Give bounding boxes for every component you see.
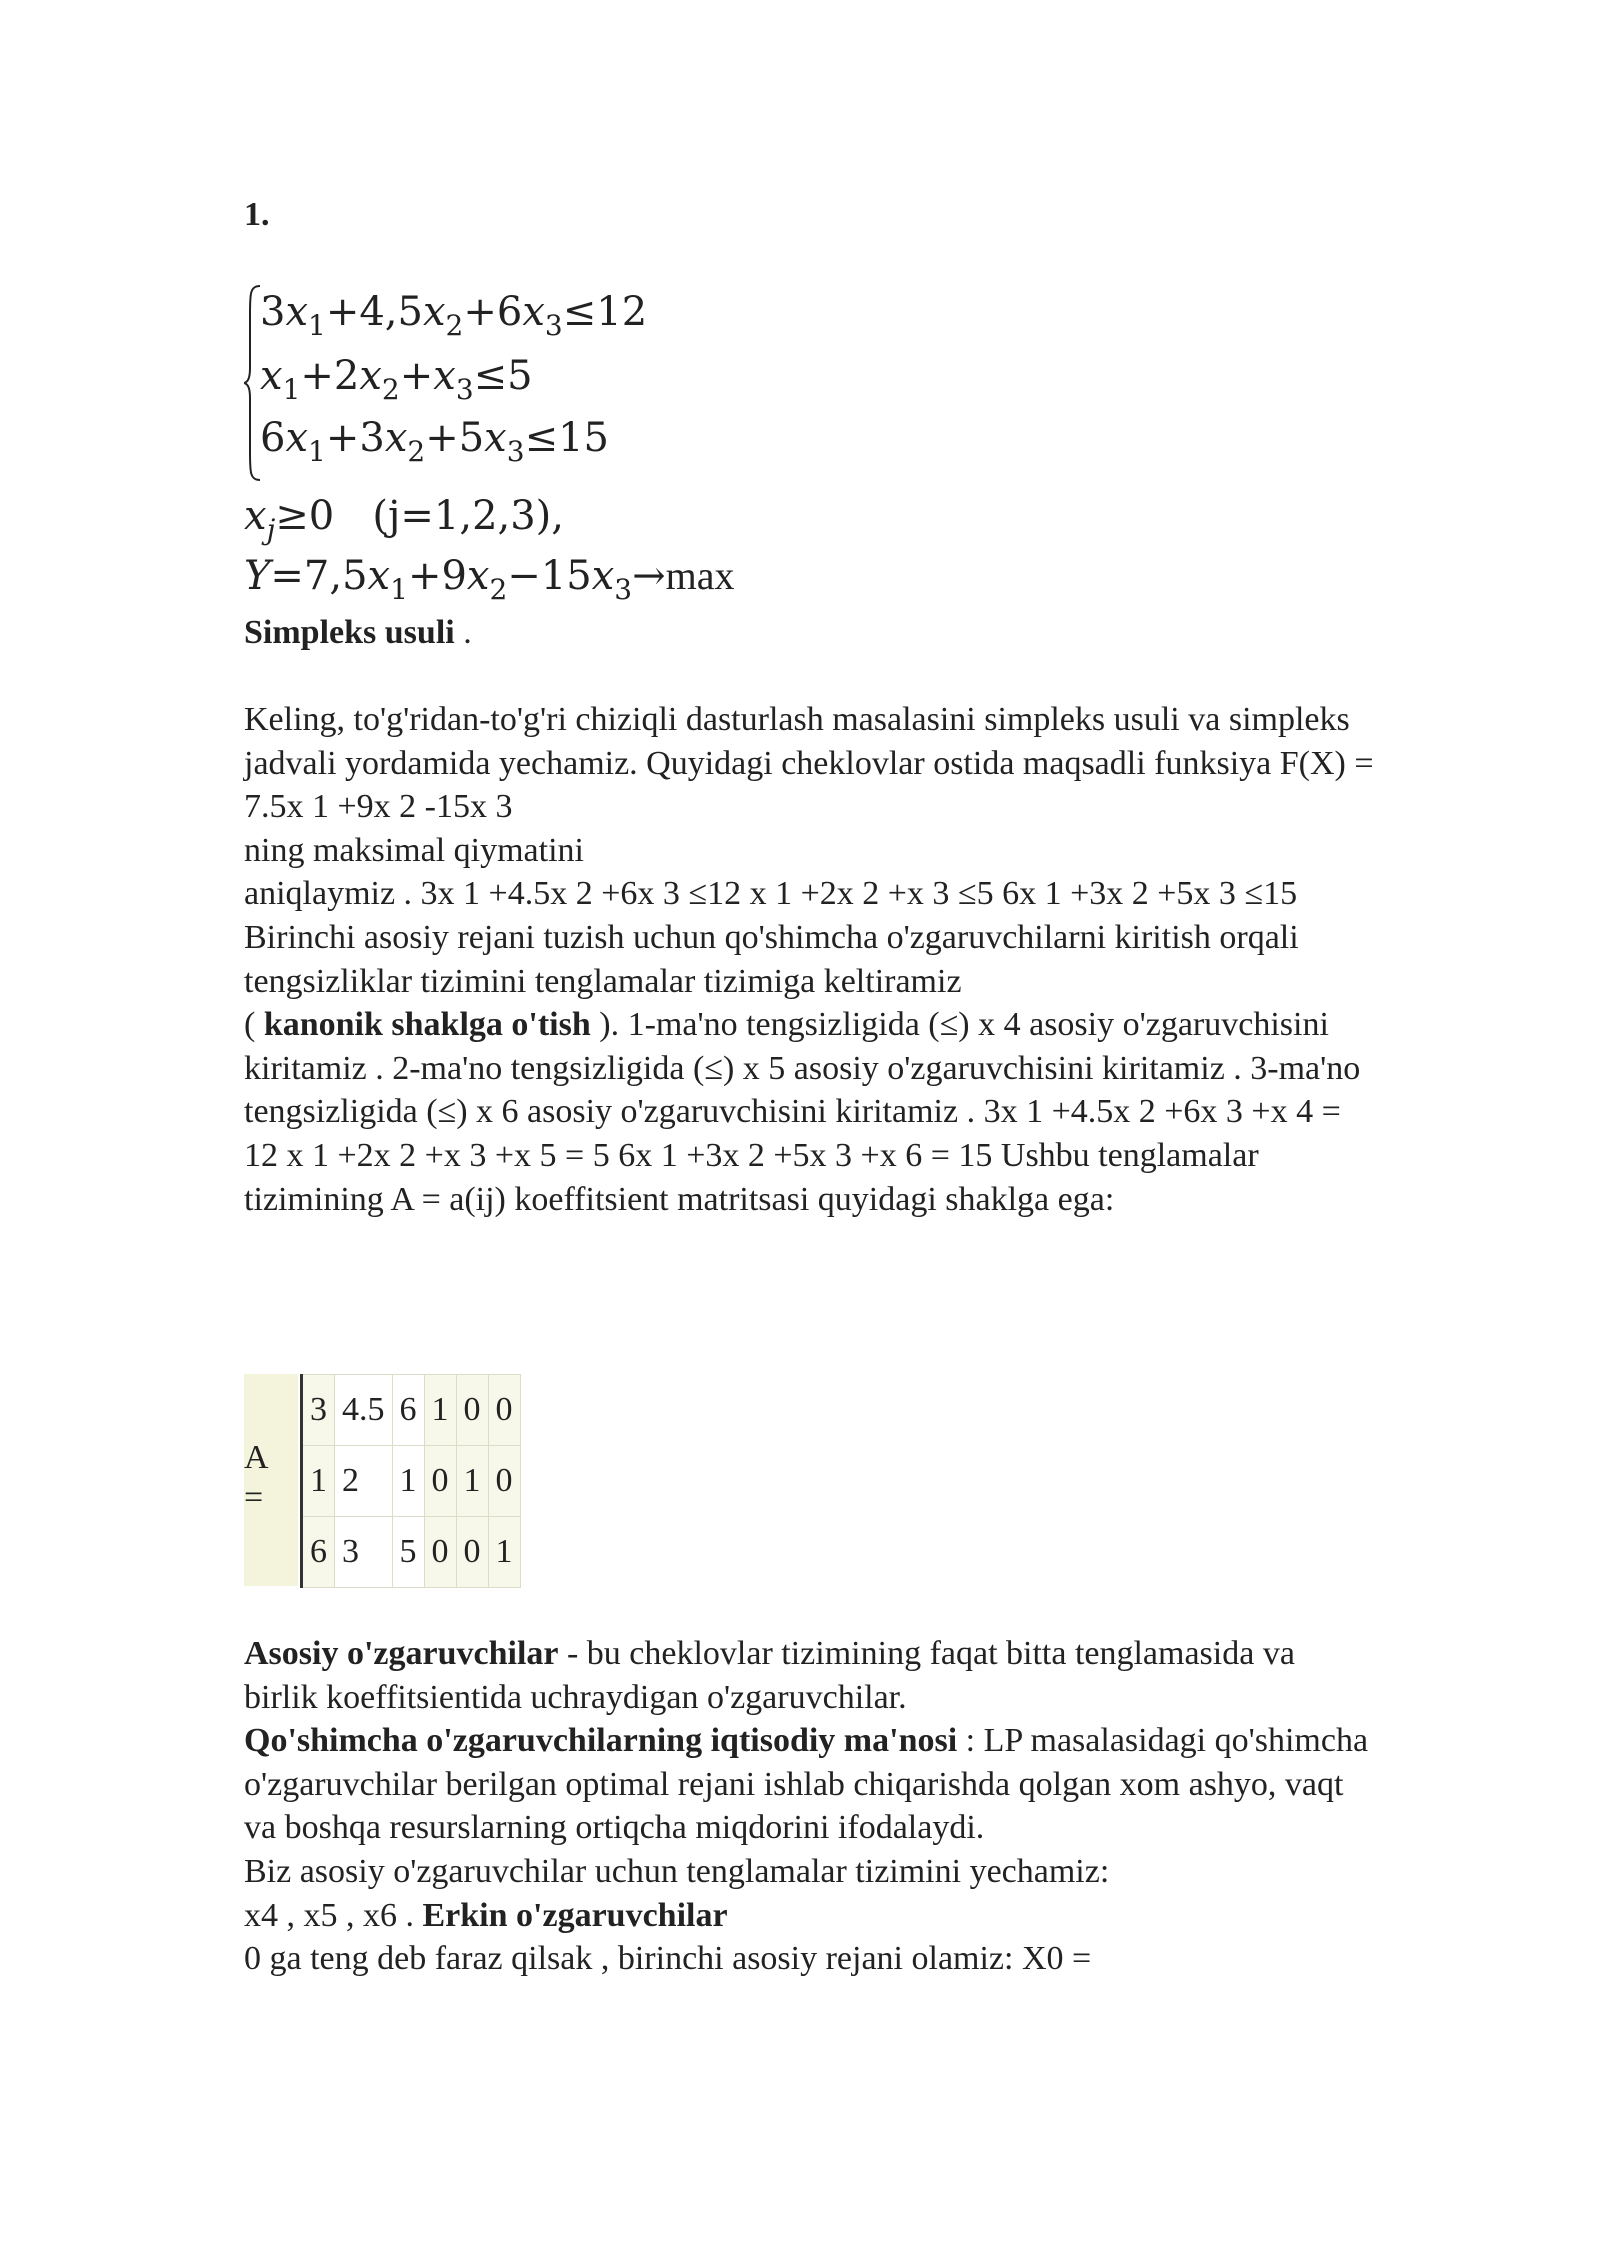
matrix-cell: 1 bbox=[488, 1517, 520, 1588]
constraint-3: $6x_1+3x_2+5x_3\le 15$ bbox=[260, 415, 609, 468]
matrix-cell: 1 bbox=[424, 1375, 456, 1446]
objective-function: $Y=7,5x_1+9x_2-15x_3\to\max$ bbox=[244, 553, 735, 606]
method-title: Simpleks usuli . bbox=[244, 614, 472, 651]
matrix-cell: 6 bbox=[302, 1517, 335, 1588]
matrix-label: A = bbox=[244, 1374, 298, 1586]
matrix-row bbox=[302, 1517, 521, 1588]
matrix-cell: 1 bbox=[302, 1446, 335, 1517]
matrix-cell: 1 bbox=[456, 1446, 488, 1517]
constraint-2: $x_1+2x_2+x_3\le 5$ bbox=[260, 353, 533, 406]
matrix-cell: 0 bbox=[456, 1375, 488, 1446]
matrix-row bbox=[302, 1446, 521, 1517]
intro-paragraph: Keling, to'g'ridan-to'g'ri chiziqli dasturlash masalasini simpleks usuli va simpleks jadvali yordamida yechamiz. Quyidagi cheklovlar ostida maqsadli funksiya F(X) = 7.5x 1 +9x 2 -15x 3 ning maksimal qiymatini aniqlaymiz . 3x 1 +4.5x 2 +6x 3 ≤12 x 1 +2x 2 +x 3 ≤5 6x 1 +3x 2 +5x 3 ≤15 Birinchi asosiy rejani tuzish uchun qo'shimcha o'zgaruvchilarni kiritish orqali tengsizliklar tizimini tenglamalar tizimiga keltiramiz ( kanonik shaklga o'tish ). 1-ma'no tengsizligida (≤) x 4 asosiy o'zgaruvchisini kiritamiz . 2-ma'no tengsizligida (≤) x 5 asosiy o'zgaruvchisini kiritamiz . 3-ma'no tengsizligida (≤) x 6 asosiy o'zgaruvchisini kiritamiz . 3x 1 +4.5x 2 +6x 3 +x 4 = 12 x 1 +2x 2 +x 3 +x 5 = 5 6x 1 +3x 2 +5x 3 +x 6 = 15 Ushbu tenglamalar tizimining A = a(ij) koeffitsient matritsasi quyidagi shaklga ega: bbox=[244, 701, 1374, 1218]
matrix-cell: 3 bbox=[302, 1375, 335, 1446]
matrix-row bbox=[302, 1375, 521, 1446]
matrix-cell: 4.5 bbox=[335, 1375, 393, 1446]
matrix-cell: 1 bbox=[392, 1446, 424, 1517]
matrix-cell: 0 bbox=[488, 1375, 520, 1446]
matrix-cell: 6 bbox=[392, 1375, 424, 1446]
matrix-cell: 3 bbox=[335, 1517, 393, 1588]
nonnegativity-condition: $x_j\ge 0$ (j=1,2,3), bbox=[244, 493, 564, 546]
matrix-cell: 0 bbox=[424, 1446, 456, 1517]
matrix-cell: 0 bbox=[424, 1517, 456, 1588]
matrix-cell: 0 bbox=[456, 1517, 488, 1588]
section-number: 1. bbox=[244, 196, 270, 233]
arrow-icon: → bbox=[632, 553, 666, 599]
matrix-table bbox=[300, 1374, 521, 1588]
basic-variables-paragraph: Asosiy o'zgaruvchilar - bu cheklovlar tizimining faqat bitta tenglamasida va birlik koeffitsientida uchraydigan o'zgaruvchilar. Qo'shimcha o'zgaruvchilarning iqtisodiy ma'nosi : LP masalasidagi qo'shimcha o'zgaruvchilar berilgan optimal rejani ishlab chiqarishda qolgan xom ashyo, vaqt va boshqa resurslarning ortiqcha miqdorini ifodalaydi. Biz asosiy o'zgaruvchilar uchun tenglamalar tizimini yechamiz: x4 , x5 , x6 . Erkin o'zgaruvchilar 0 ga teng deb faraz qilsak , birinchi asosiy rejani olamiz: X0 = bbox=[244, 1635, 1369, 1978]
matrix-cell: 5 bbox=[392, 1517, 424, 1588]
constraint-1: $3x_1+4,5x_2+6x_3\le 12$ bbox=[260, 289, 648, 342]
constraint-system bbox=[244, 280, 944, 485]
matrix-cell: 2 bbox=[335, 1446, 393, 1517]
matrix-cell: 0 bbox=[488, 1446, 520, 1517]
